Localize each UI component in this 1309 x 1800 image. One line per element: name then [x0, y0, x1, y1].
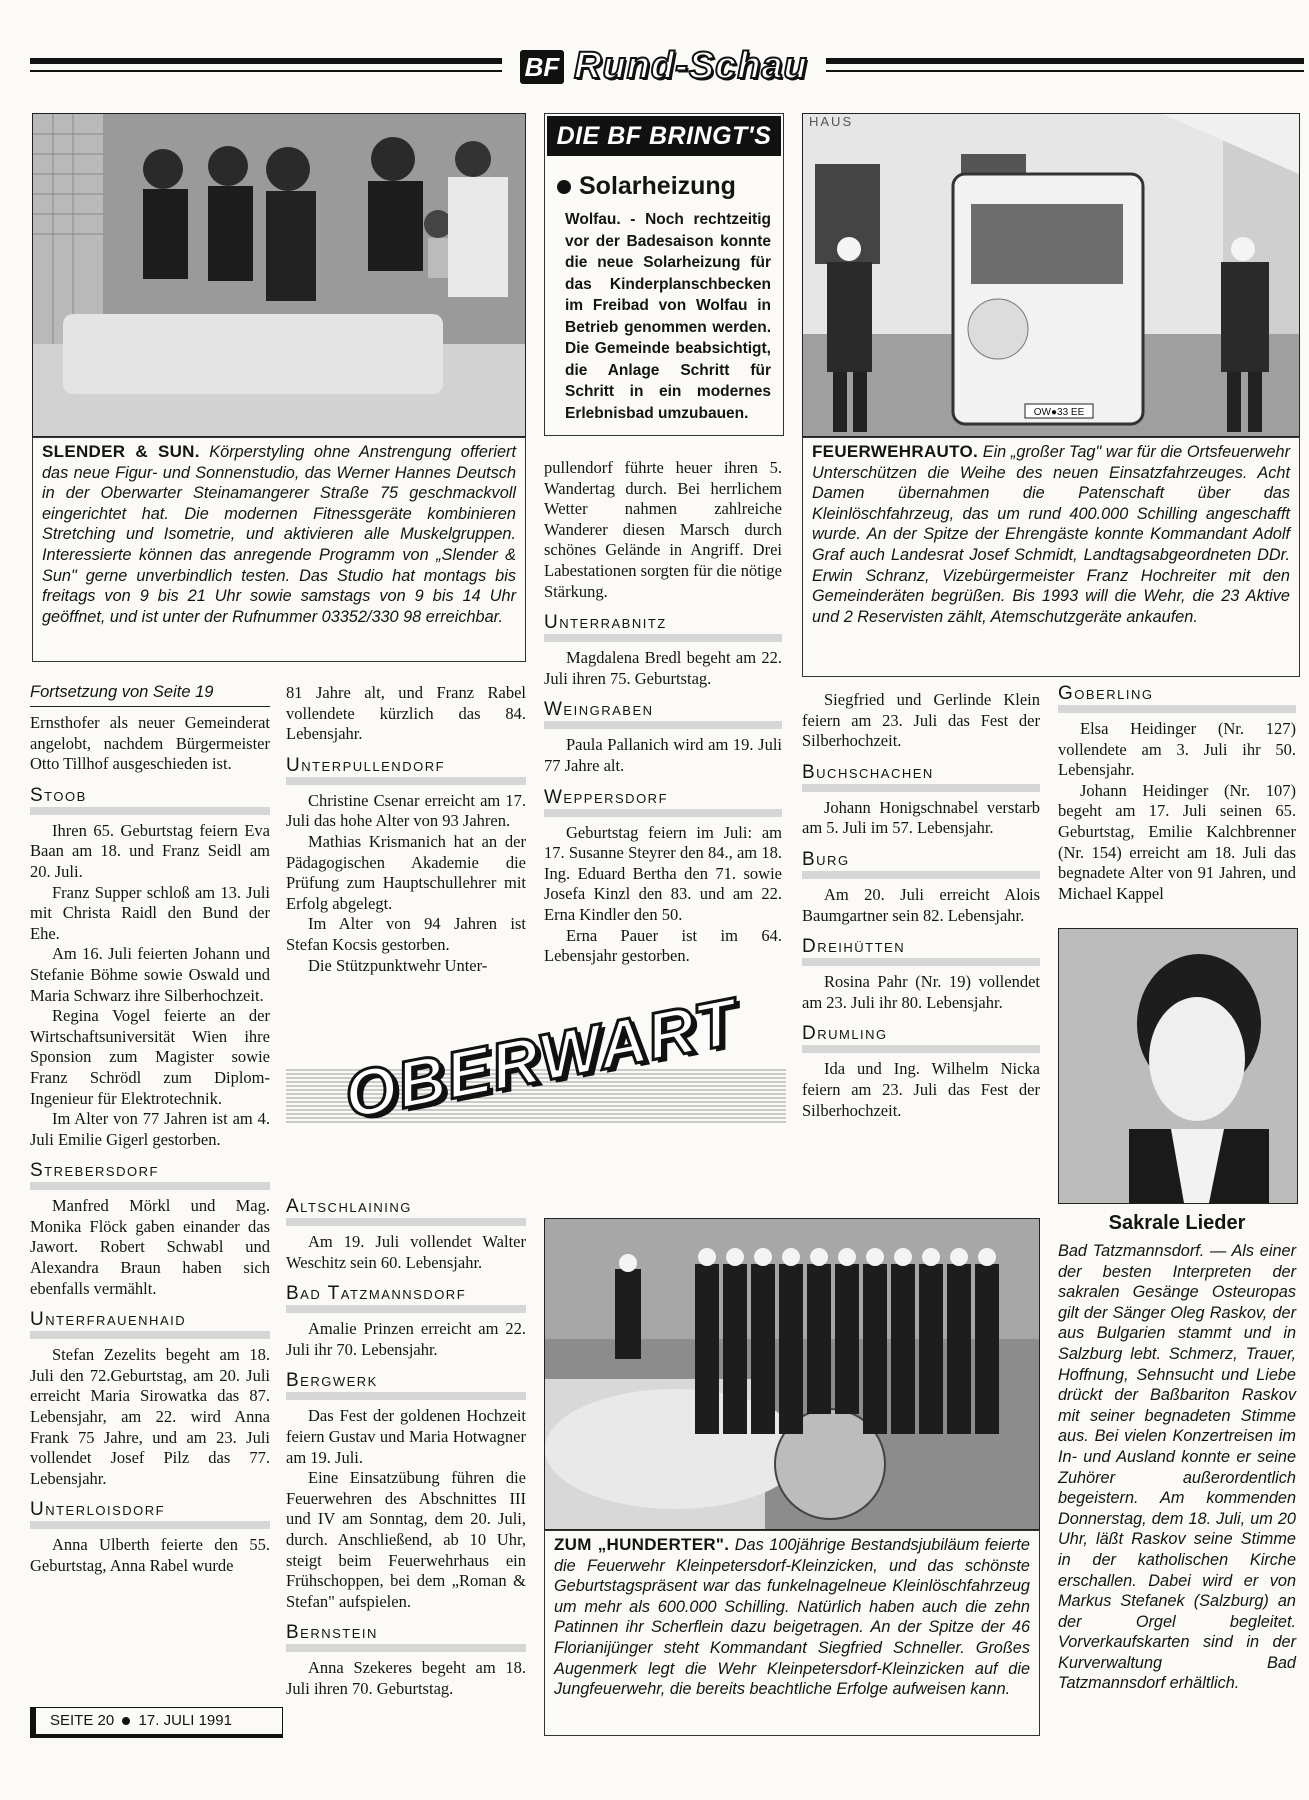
oberwart-title: OBERWART: [338, 983, 744, 1133]
badtatz-p1: Amalie Prinzen erreicht am 22. Juli ihr 70. Lebensjahr.: [286, 1319, 526, 1359]
place-unterloisdorf: Unterloisdorf: [30, 1499, 270, 1529]
place-buchschachen: Buchschachen: [802, 762, 1040, 792]
masthead-rule-left: [30, 58, 502, 64]
place-unterpullendorf: Unterpullendorf: [286, 755, 526, 785]
feuerwehr-caption-box: [802, 437, 1300, 677]
col4-news: [802, 690, 1040, 1121]
col5-news: [1058, 683, 1296, 904]
footer-page-info: [30, 1707, 283, 1738]
sakrale-text: Bad Tatzmannsdorf. — Als einer der besten Interpreten der sakralen Gesänge Osteuropas gilt der Sänger Oleg Raskov, der aus Bulgarien stammt und in Salzburg lebt. Schmerz, Trauer, Hoffnung, Sehnsucht und Liebe drückt der Baßbariton Raskov mit seiner begnadeten Stimme aus. Bei vielen Konzertreisen im In- und Ausland konnte er seine Zuhörer außerordentlich begeistern. Am kommenden Donnerstag, dem 18. Juli, um 20 Uhr, läßt Raskov seine Stimme in der katholischen Kirche erschallen. Dabei wird er von Markus Stefanek (Salzburg) an der Orgel begleitet. Vorverkaufskarten sind in der Kurverwaltung Bad Tatzmannsdorf erhältlich.: [1058, 1242, 1296, 1693]
singer-portrait: [1058, 928, 1298, 1204]
slender-sun-caption-box: [32, 437, 526, 662]
col4-intro: Siegfried und Gerlinde Klein feiern am 23. Juli das Fest der Silberhochzeit.: [802, 690, 1040, 751]
place-weppersdorf: Weppersdorf: [544, 787, 782, 817]
hunderter-heading: ZUM „HUNDERTER".: [554, 1535, 730, 1554]
place-stoob: Stoob: [30, 785, 270, 815]
strebersdorf-p1: Manfred Mörkl und Mag. Monika Flöck gaben einander das Jawort. Robert Schwabl und Alexandra Braun haben sich ebenfalls vermählt.: [30, 1196, 270, 1298]
unterpullendorf-p4: Die Stützpunktwehr Unter-: [308, 955, 488, 975]
place-dreihuetten: Dreihütten: [802, 936, 1040, 966]
masthead-rule-right-thin: [826, 70, 1304, 72]
license-plate: OW●33 EE: [1033, 407, 1085, 418]
goberling-p2: Johann Heidinger (Nr. 107) begeht am 17. Juli seinen 65. Geburtstag, Emilie Kalchbrenner (Nr. 154) erreicht am 18. Juli das begnadete Alter von 91 Jahren, und Michael Kappel: [1058, 780, 1296, 903]
singer-portrait-illustration: [1059, 929, 1297, 1203]
unterpullendorf-p3: Im Alter von 94 Jahren ist Stefan Kocsis gestorben.: [286, 914, 526, 954]
feuerwehr-text: Ein „großer Tag" war für die Ortsfeuerwehr Unterschützen die Weihe des neuen Einsatzfahrzeuges. Acht Damen übernahmen die Patenschaft über das Kleinlöschfahrzeug, das um rund 400.000 Schilling angeschafft wurde. An der Spitze der Ehrengäste konnte Kommandant Adolf Graf auch Landesrat Josef Schmidt, Landtagsabgeordneten DDr. Erwin Schranz, Vizebürgermeister Franz Hochreiter mit den Gemeinderäten begrüßen. Bis 1993 will die Wehr, die 23 Aktive und 2 Reservisten zählt, Atemschutzgeräte ankaufen.: [812, 443, 1291, 626]
place-bernstein: Bernstein: [286, 1622, 526, 1652]
col1-intro: Ernsthofer als neuer Gemeinderat angelobt, nachdem Bürgermeister Otto Tillhof ausgeschieden ist.: [30, 713, 270, 774]
hunderter-photo-illustration: [545, 1219, 1039, 1529]
bullet-icon: [557, 180, 571, 194]
weppersdorf-p1: Geburtstag feiern im Juli: am 17. Susanne Steyrer den 84., am 18. Ing. Eduard Bertha den 71. sowie Josefa Kinzl den 83. und am 22. Erna Kindler den 50.: [544, 822, 782, 924]
stoob-p4: Regina Vogel feierte an der Wirtschaftsuniversität Wien ihre Sponsion zum Magister sowie Franz Schrödl zum Diplom-Ingenieur für Elektrotechnik.: [30, 1006, 270, 1108]
hunderter-photo: [544, 1218, 1040, 1530]
feuerwehr-photo: [802, 113, 1300, 437]
bringts-text: Wolfau. - Noch rechtzeitig vor der Badesaison konnte die neue Solarheizung für das Kinderplanschbecken im Freibad von Wolfau in Betrieb genommen werden. Die Gemeinde beabsichtigt, die Anlage Schritt für Schritt in ein modernes Erlebnisbad umzubauen.: [565, 211, 771, 422]
place-weingraben: Weingraben: [544, 699, 782, 729]
place-altschlaining: Altschlaining: [286, 1196, 526, 1226]
place-burg: Burg: [802, 849, 1040, 879]
unterloisdorf-p1: Anna Ulberth feierte den 55. Geburtstag, Anna Rabel wurde: [30, 1535, 270, 1575]
bringts-heading: Solarheizung: [579, 172, 736, 200]
weppersdorf-p2: Erna Pauer ist im 64. Lebensjahr gestorben.: [544, 925, 782, 966]
col1-news: [30, 683, 270, 1577]
unterrabnitz-p1: Magdalena Bredl begeht am 22. Juli ihren 75. Geburtstag.: [544, 648, 782, 688]
unterpullendorf-p1: Christine Csenar erreicht am 17. Juli das hohe Alter von 93 Jahren.: [286, 790, 526, 831]
stoob-p5: Im Alter von 77 Jahren ist am 4. Juli Emilie Gigerl gestorben.: [30, 1109, 270, 1149]
bergwerk-p1: Das Fest der goldenen Hochzeit feiern Gustav und Maria Hotwagner am 19. Juli.: [286, 1406, 526, 1467]
place-bad-tatzmannsdorf: Bad Tatzmannsdorf: [286, 1283, 526, 1313]
feuerwehr-heading: FEUERWEHRAUTO.: [812, 442, 979, 461]
bergwerk-p2: Eine Einsatzübung führen die Feuerwehren des Abschnittes III und IV am Sonntag, dem 20. Juli, durch. Anschließend, ab 10 Uhr, steigt beim Feuerwehrhaus ein Frühschoppen, bei dem „Roman & Stefan" aufspielen.: [286, 1468, 526, 1611]
stoob-p2: Franz Supper schloß am 13. Juli mit Christa Raidl den Bund der Ehe.: [30, 882, 270, 943]
feuerwehr-photo-illustration: [803, 114, 1299, 436]
bernstein-p1: Anna Szekeres begeht am 18. Juli ihren 70. Geburtstag.: [286, 1658, 526, 1698]
place-goberling: Goberling: [1058, 683, 1296, 713]
section-title: Rund-Schau: [574, 45, 808, 87]
continuation-note: Fortsetzung von Seite 19: [30, 683, 270, 707]
footer-page: SEITE 20: [50, 1712, 115, 1729]
burg-p1: Am 20. Juli erreicht Alois Baumgartner sein 82. Lebensjahr.: [802, 884, 1040, 925]
col2-news: [286, 683, 526, 976]
place-unterfrauenhaid: Unterfrauenhaid: [30, 1309, 270, 1339]
buchschachen-p1: Johann Honigschnabel verstarb am 5. Juli im 57. Lebensjahr.: [802, 797, 1040, 838]
dreihuetten-p1: Rosina Pahr (Nr. 19) vollendet am 23. Juli ihr 80. Lebensjahr.: [802, 972, 1040, 1012]
goberling-p1: Elsa Heidinger (Nr. 127) vollendete am 3. Juli ihr 50. Lebensjahr.: [1058, 719, 1296, 780]
col2-intro: 81 Jahre alt, und Franz Rabel vollendete kürzlich das 84. Lebensjahr.: [286, 683, 526, 744]
masthead-logo: BF: [520, 50, 564, 84]
weingraben-p1: Paula Pallanich wird am 19. Juli 77 Jahre alt.: [544, 735, 782, 775]
sakrale-article: [1058, 1212, 1296, 1694]
slender-sun-heading: SLENDER & SUN.: [42, 442, 200, 461]
unterfrauenhaid-p1: Stefan Zezelits begeht am 18. Juli den 72.Geburtstag, am 20. Juli erreicht Maria Sirowatka das 87. Lebensjahr, am 22. wird Anna Frank 75 Jahre, und am 23. Juli vollendet Josef Pilz das 77. Lebensjahr.: [30, 1345, 270, 1488]
bringts-banner: DIE BF BRINGT'S: [547, 116, 781, 156]
slender-sun-photo-illustration: [33, 114, 525, 436]
place-unterrabnitz: Unterrabnitz: [544, 612, 782, 642]
footer-bullet-icon: [122, 1717, 130, 1725]
slender-sun-photo: [32, 113, 526, 437]
col-oberwart-news: [286, 1196, 526, 1700]
bringts-box: [544, 113, 784, 436]
slender-sun-text: Körperstyling ohne Anstrengung offeriert das neue Figur- und Sonnenstudio, das Werner Hannes Deutsch in der Oberwarter Steinamangerer Straße 75 geschmackvoll eingerichtet hat. Die modernen Fitnessgeräte kombinieren Stretching und Isometrie, und aktivieren alle Muskelgruppen. Interessierte können das anregende Programm von „Slender & Sun" gerne unverbindlich testen. Das Studio hat montags bis freitags von 9 bis 21 Uhr sowie samstags von 9 bis 14 Uhr geöffnet, und ist unter der Rufnummer 03352/330 98 erreichbar.: [42, 443, 517, 626]
footer-date: 17. JULI 1991: [138, 1712, 232, 1729]
place-bergwerk: Bergwerk: [286, 1370, 526, 1400]
sakrale-heading: Sakrale Lieder: [1108, 1212, 1246, 1234]
stoob-p3: Am 16. Juli feierten Johann und Stefanie Böhme sowie Oswald und Maria Schwarz ihre Silberhochzeit.: [30, 944, 270, 1005]
place-drumling: Drumling: [802, 1023, 1040, 1053]
drumling-p1: Ida und Ing. Wilhelm Nicka feiern am 23. Juli das Fest der Silberhochzeit.: [802, 1059, 1040, 1120]
hunderter-caption-box: [544, 1530, 1040, 1736]
col3-news: [544, 458, 782, 967]
unterpullendorf-p2: Mathias Krismanich hat an der Pädagogischen Akademie die Prüfung zum Hauptschullehrer mit Erfolg abgelegt.: [286, 831, 526, 913]
bringts-heading-row: [545, 158, 783, 207]
place-strebersdorf: Strebersdorf: [30, 1160, 270, 1190]
stoob-p1: Ihren 65. Geburtstag feiern Eva Baan am 18. und Franz Seidl am 20. Juli.: [30, 820, 270, 881]
masthead-rule-left-thin: [30, 70, 502, 72]
hunderter-text: Das 100jährige Bestandsjubiläum feierte die Feuerwehr Kleinpetersdorf-Kleinzicken, und das schönste Geburtstagspräsent war das funkelnagelneue Kleinlöschfahrzeug um mehr als 600.000 Schilling. Natürlich haben auch die zehn Patinnen ihr Scherflein dazu beigetragen. An der Spitze der 46 Florianijünger steht Kommandant Siegfried Schneller. Großes Augenmerk legt die Wehr Kleinpetersdorf-Kleinzicken auf die Jungfeuerwehr, die bereits beachtliche Erfolge aufweisen kann.: [554, 1536, 1030, 1699]
altschlaining-p1: Am 19. Juli vollendet Walter Weschitz sein 60. Lebensjahr.: [286, 1232, 526, 1272]
col3-intro: pullendorf führte heuer ihren 5. Wandertag durch. Bei herrlichem Wetter nahmen zahlreiche Wanderer diesen Marsch durch schönes Gelände in Angriff. Drei Labestationen sorgten für die nötige Stärkung.: [544, 458, 782, 601]
masthead-rule-right: [826, 58, 1304, 64]
house-sign: HAUS: [809, 114, 854, 129]
